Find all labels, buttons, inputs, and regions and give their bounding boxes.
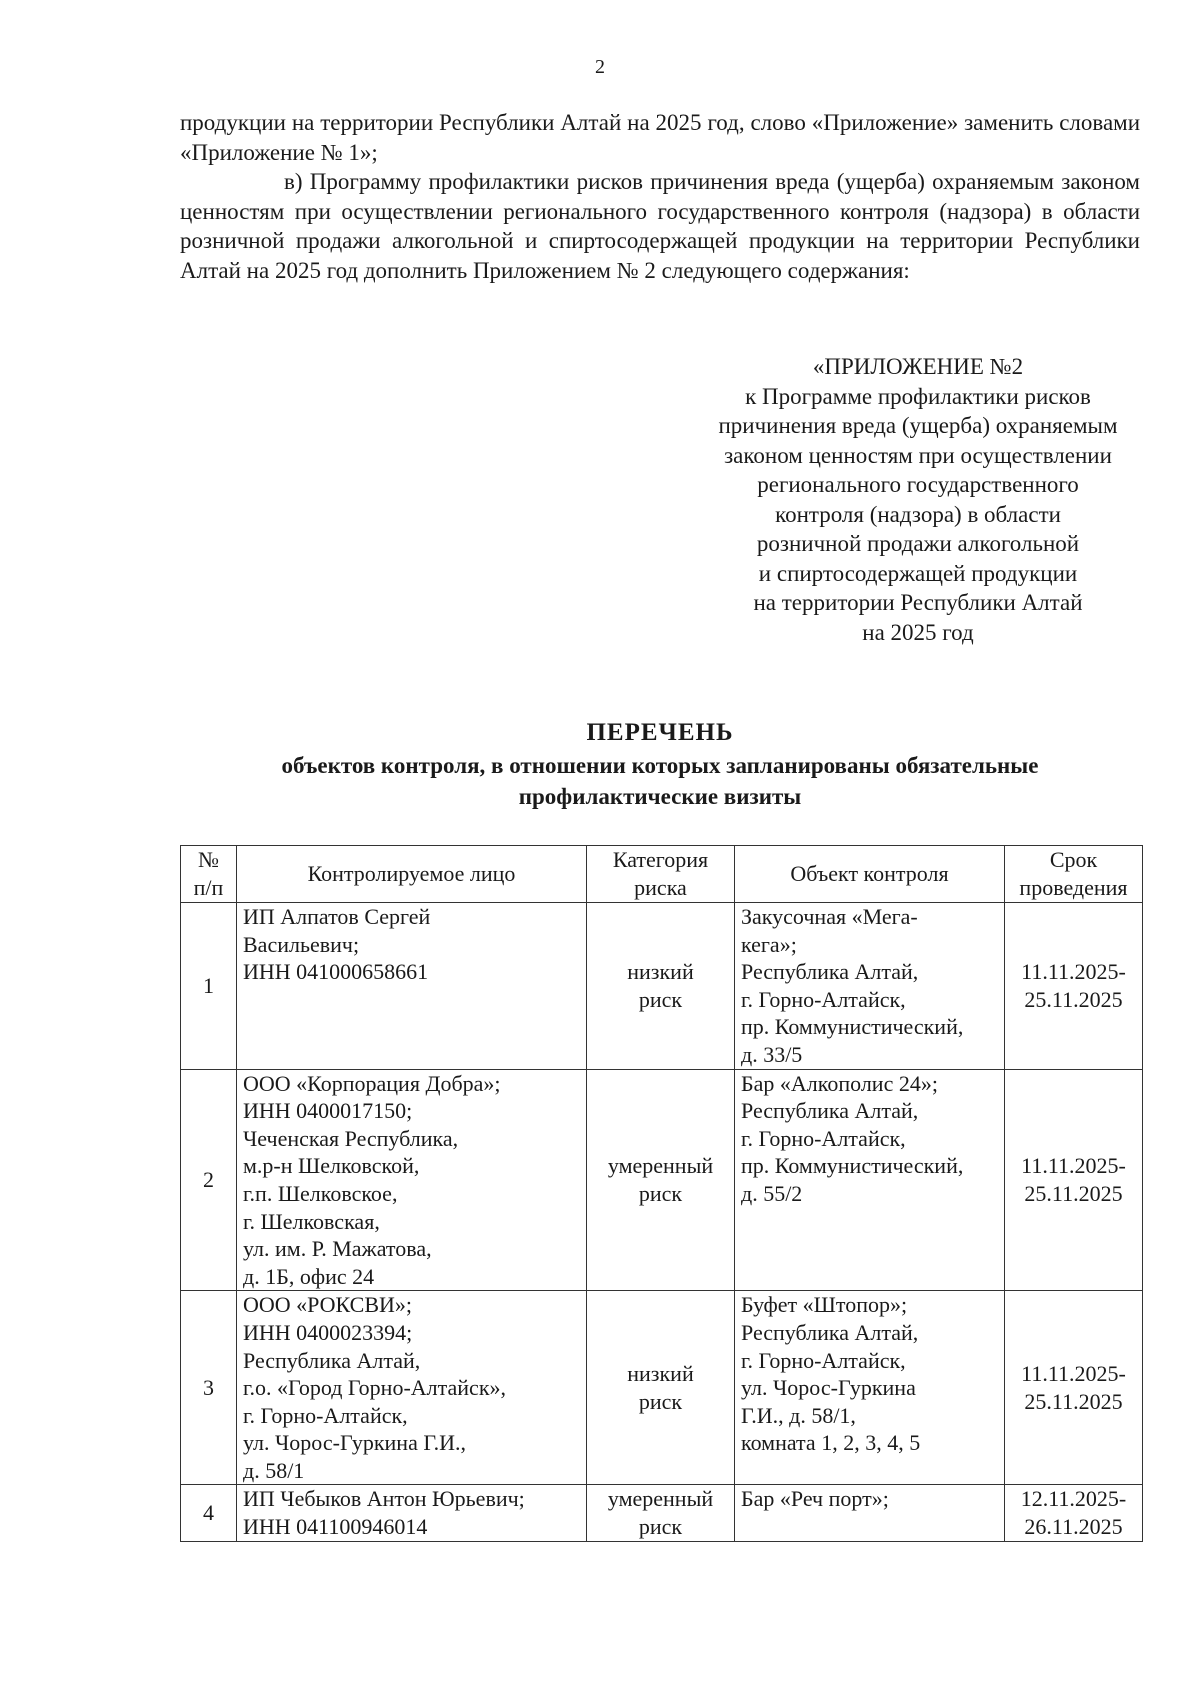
table-row	[181, 1485, 1143, 1541]
cell-line: 12.11.2025-	[1020, 1486, 1127, 1512]
cell-line: ИНН 0400017150;	[243, 1098, 413, 1124]
control-objects-table	[180, 845, 1143, 1542]
cell-term	[1005, 1069, 1143, 1291]
cell-line: д. 55/2	[741, 1180, 803, 1206]
cell-person	[237, 1485, 587, 1541]
cell-line: ООО «РОКСВИ»;	[243, 1292, 413, 1318]
cell-line: 11.11.2025-	[1021, 1153, 1126, 1179]
cell-line: Закусочная «Мега-	[741, 904, 918, 929]
list-subtitle-line: объектов контроля, в отношении которых запланированы обязательные	[281, 753, 1039, 778]
appendix-line: «ПРИЛОЖЕНИЕ №2	[812, 354, 1024, 379]
cell-line: г.о. «Город Горно-Алтайск»,	[243, 1375, 507, 1401]
cell-line: низкий	[627, 1361, 694, 1387]
list-heading	[180, 717, 1140, 812]
list-title: ПЕРЕЧЕНЬ	[586, 719, 734, 746]
cell-risk	[587, 903, 735, 1070]
cell-risk	[587, 1069, 735, 1291]
paragraph-2-line: следующего содержания:	[661, 257, 910, 283]
list-subtitle-line: профилактические визиты	[518, 784, 802, 809]
cell-line: ИП Алпатов Сергей	[243, 904, 431, 929]
cell-line: г. Горно-Алтайск,	[741, 1125, 906, 1151]
cell-line: ул. Чорос-Гуркина	[741, 1375, 916, 1401]
header-num	[181, 846, 237, 903]
table-row	[181, 1069, 1143, 1291]
cell-line: 25.11.2025	[1024, 986, 1123, 1012]
header-risk-line: Категория	[612, 847, 709, 873]
cell-line: г. Горно-Алтайск,	[741, 1347, 906, 1373]
appendix-header	[688, 352, 1148, 647]
cell-line: ул. им. Р. Мажатова,	[243, 1236, 432, 1262]
header-risk	[587, 846, 735, 903]
appendix-line: и спиртосодержащей продукции	[758, 560, 1078, 586]
cell-line: Бар «Алкополис 24»;	[741, 1070, 938, 1096]
cell-line: ООО «Корпорация Добра»;	[243, 1070, 501, 1096]
cell-line: риск	[638, 986, 683, 1012]
cell-risk	[587, 1485, 735, 1541]
cell-term	[1005, 1291, 1143, 1485]
cell-line: пр. Коммунистический,	[741, 1153, 964, 1179]
appendix-line: на территории Республики Алтай	[753, 590, 1083, 615]
cell-line: Буфет «Штопор»;	[741, 1292, 908, 1318]
cell-num: 2	[181, 1069, 237, 1291]
header-term-line: Срок	[1049, 847, 1098, 873]
cell-line: кега»;	[741, 931, 797, 957]
cell-line: пр. Коммунистический,	[741, 1014, 964, 1040]
cell-object	[735, 1069, 1005, 1291]
cell-line: Г.И., д. 58/1,	[741, 1402, 856, 1428]
header-num-line: п/п	[193, 875, 224, 900]
cell-line: Бар «Реч порт»;	[741, 1486, 889, 1512]
paragraph-1	[180, 108, 1140, 167]
paragraph-1-line: продукции на территории Республики Алтай на 2025 год, слово «Приложение»	[180, 110, 959, 135]
paragraph-2-line: на территории Республики Алтай на 2025 год дополнить Приложением № 2	[180, 228, 1140, 283]
cell-line: умеренный	[607, 1486, 714, 1512]
cell-person	[237, 903, 587, 1070]
cell-line: риск	[638, 1180, 683, 1206]
paragraph-1-line: заменить словами «Приложение № 1»;	[180, 110, 1141, 165]
cell-line: г. Горно-Алтайск,	[741, 986, 906, 1012]
cell-line: 25.11.2025	[1024, 1180, 1123, 1206]
cell-object	[735, 1291, 1005, 1485]
cell-line: ИНН 041100946014	[243, 1514, 428, 1540]
paragraph-2-line: в) Программу профилактики рисков причинения вреда (ущерба) охраняемым	[284, 169, 1054, 194]
paragraph-2-line: (надзора) в области розничной продажи алкогольной и спиртосодержащей продукции	[180, 198, 1141, 253]
appendix-line: розничной продажи алкогольной	[756, 531, 1080, 556]
cell-num: 4	[181, 1485, 237, 1541]
cell-line: 11.11.2025-	[1021, 959, 1126, 985]
cell-line: 25.11.2025	[1024, 1388, 1123, 1414]
header-person	[237, 846, 587, 903]
header-num-line: №	[198, 847, 219, 873]
cell-risk	[587, 1291, 735, 1485]
appendix-line: законом ценностям при осуществлении	[724, 442, 1112, 468]
header-risk-line: риска	[634, 875, 687, 900]
paragraph-2-line: законом ценностям при осуществлении регионального государственного контроля	[180, 169, 1140, 224]
cell-line: Васильевич;	[243, 931, 360, 957]
cell-line: умеренный	[607, 1153, 714, 1179]
cell-line: ул. Чорос-Гуркина Г.И.,	[243, 1430, 466, 1456]
cell-line: ИНН 041000658661	[243, 959, 429, 985]
body-text	[180, 108, 1140, 285]
header-object	[735, 846, 1005, 903]
header-term	[1005, 846, 1143, 903]
cell-line: д. 58/1	[243, 1457, 305, 1483]
cell-line: м.р-н Шелковской,	[243, 1153, 420, 1179]
cell-line: Республика Алтай,	[741, 1098, 919, 1124]
cell-line: 11.11.2025-	[1021, 1361, 1126, 1387]
cell-object	[735, 903, 1005, 1070]
appendix-line: контроля (надзора) в области	[775, 501, 1061, 527]
appendix-line: причинения вреда (ущерба) охраняемым	[718, 413, 1118, 438]
cell-line: ИНН 0400023394;	[243, 1319, 413, 1345]
cell-term	[1005, 903, 1143, 1070]
page-number: 2	[595, 56, 605, 78]
cell-person	[237, 1069, 587, 1291]
appendix-line: регионального государственного	[757, 472, 1079, 497]
table-row	[181, 1291, 1143, 1485]
cell-num: 1	[181, 903, 237, 1070]
cell-line: Республика Алтай,	[243, 1347, 421, 1373]
header-object-line: Объект контроля	[790, 861, 949, 887]
cell-line: Чеченская Республика,	[243, 1125, 459, 1151]
cell-line: Республика Алтай,	[741, 1319, 919, 1345]
cell-line: ИП Чебыков Антон Юрьевич;	[243, 1486, 525, 1512]
cell-line: г.п. Шелковское,	[243, 1180, 398, 1206]
cell-line: д. 33/5	[741, 1041, 803, 1067]
cell-term	[1005, 1485, 1143, 1541]
cell-object	[735, 1485, 1005, 1541]
cell-person	[237, 1291, 587, 1485]
cell-line: риск	[638, 1514, 683, 1540]
cell-line: г. Горно-Алтайск,	[243, 1402, 408, 1428]
cell-line: комната 1, 2, 3, 4, 5	[741, 1430, 921, 1456]
appendix-line: на 2025 год	[862, 619, 974, 645]
appendix-line: к Программе профилактики рисков	[745, 383, 1091, 409]
cell-line: д. 1Б, офис 24	[243, 1263, 375, 1289]
header-person-line: Контролируемое лицо	[307, 861, 516, 887]
cell-line: риск	[638, 1388, 683, 1414]
cell-line: 26.11.2025	[1024, 1514, 1123, 1540]
cell-line: низкий	[627, 959, 694, 985]
table-row	[181, 903, 1143, 1070]
cell-line: Республика Алтай,	[741, 959, 919, 985]
cell-num: 3	[181, 1291, 237, 1485]
cell-line: г. Шелковская,	[243, 1208, 380, 1234]
table-header-row	[181, 846, 1143, 903]
paragraph-2	[180, 167, 1140, 285]
header-term-line: проведения	[1019, 875, 1128, 900]
